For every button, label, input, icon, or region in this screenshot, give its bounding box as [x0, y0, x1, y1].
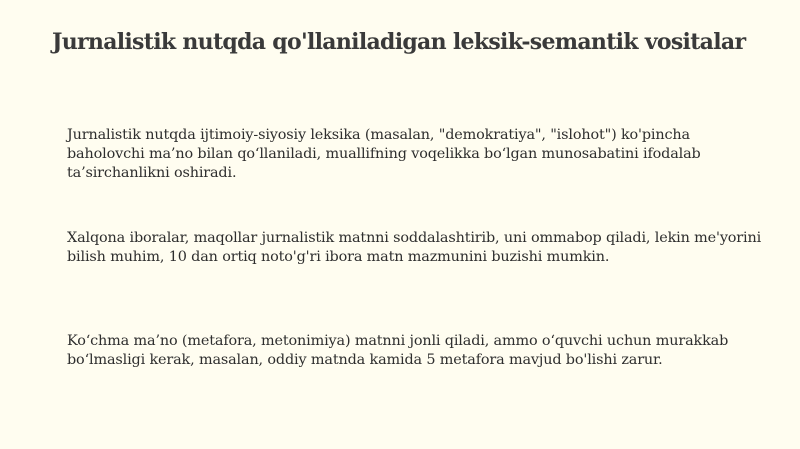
- slide-title: Jurnalistik nutqda qo'llaniladigan leksik-semantik vositalar: [52, 29, 746, 55]
- paragraph-folk-expressions: Xalqona iboralar, maqollar jurnalistik matnni soddalashtirib, uni ommabop qiladi, lekin me'yorini bilish muhim, 10 dan ortiq noto'g'ri ibora matn mazmunini buzishi mumkin.: [67, 230, 762, 265]
- paragraph-sociopolitical-lexicon: Jurnalistik nutqda ijtimoiy-siyosiy leksika (masalan, "demokratiya", "islohot") ko'pincha baholovchi ma’no bilan qo‘llaniladi, muallifning voqelikka bo‘lgan munosabatini ifodalab ta’sirchanlikni oshiradi.: [67, 127, 701, 181]
- paragraph-figurative-meaning: Ko‘chma ma’no (metafora, metonimiya) matnni jonli qiladi, ammo o‘quvchi uchun murakkab bo‘lmasligi kerak, masalan, oddiy matnda kamida 5 metafora mavjud bo'lishi zarur.: [67, 333, 729, 368]
